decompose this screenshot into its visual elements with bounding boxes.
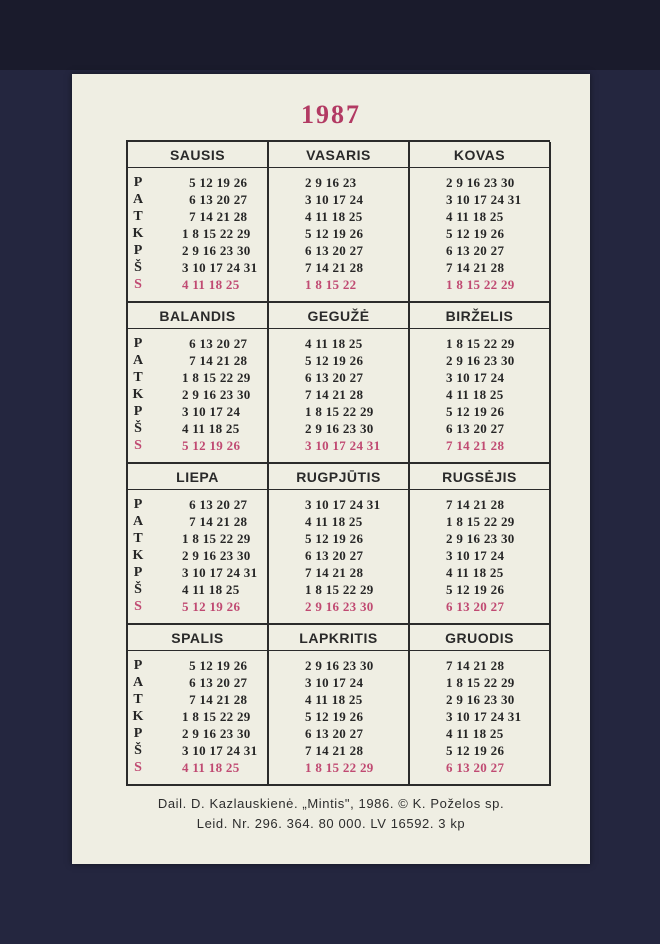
day-row: 2 9 16 23 30 [182,387,251,402]
weekday-letter: Š [134,582,142,597]
calendar-grid [126,140,550,786]
day-row: 4 11 18 25 [446,726,504,741]
day-row: 2 9 16 23 30 [182,548,251,563]
weekday-letter: P [133,497,143,512]
month-days [269,329,408,454]
day-row: 7 14 21 28 [305,260,364,275]
weekday-letter: S [134,277,142,292]
day-row: 5 12 19 26 [182,658,248,673]
sunday-row: 4 11 18 25 [182,277,240,292]
month-block [410,625,551,786]
month-name: RUGSĖJIS [410,464,549,490]
month-days [128,651,267,776]
weekday-letter: T [133,209,143,224]
day-row: 6 13 20 27 [305,243,364,258]
weekday-letter: A [132,514,144,529]
weekday-letter: P [133,565,143,580]
day-row: 6 13 20 27 [182,675,248,690]
month-days [410,329,549,454]
day-row: 6 13 20 27 [446,243,505,258]
day-row: 3 10 17 24 [182,404,241,419]
month-name: BALANDIS [128,303,267,329]
day-row: 2 9 16 23 30 [305,658,374,673]
day-row: 2 9 16 23 [305,175,357,190]
day-row: 2 9 16 23 30 [446,175,515,190]
weekday-letter: P [133,243,143,258]
month-days [269,651,408,776]
month-name: VASARIS [269,142,408,168]
day-row: 1 8 15 22 29 [182,370,251,385]
day-row: 4 11 18 25 [446,387,504,402]
day-row: 4 11 18 25 [305,692,363,707]
month-name: GEGUŽĖ [269,303,408,329]
weekday-letter: K [132,387,144,402]
month-name: KOVAS [410,142,549,168]
day-row: 2 9 16 23 30 [446,531,515,546]
day-row: 7 14 21 28 [182,692,248,707]
weekday-letters [128,335,148,454]
day-row: 7 14 21 28 [182,353,248,368]
day-row: 6 13 20 27 [446,421,505,436]
weekday-letter: K [132,709,144,724]
month-block [269,303,410,464]
day-row: 5 12 19 26 [182,175,248,190]
month-name: GRUODIS [410,625,549,651]
day-row: 5 12 19 26 [305,226,364,241]
day-row: 3 10 17 24 31 [182,743,258,758]
sunday-row: 6 13 20 27 [446,599,505,614]
month-name: SPALIS [128,625,267,651]
day-row: 2 9 16 23 30 [446,692,515,707]
day-row: 1 8 15 22 29 [182,226,251,241]
month-days [410,490,549,615]
sunday-row: 2 9 16 23 30 [305,599,374,614]
day-row: 1 8 15 22 29 [305,582,374,597]
weekday-letter: P [133,726,143,741]
calendar-card [72,74,590,864]
month-days [269,490,408,615]
weekday-letter: A [132,192,144,207]
day-row: 1 8 15 22 29 [446,336,515,351]
day-row: 5 12 19 26 [305,709,364,724]
day-row: 4 11 18 25 [305,514,363,529]
month-name: RUGPJŪTIS [269,464,408,490]
day-row: 3 10 17 24 31 [446,192,522,207]
day-row: 2 9 16 23 30 [182,243,251,258]
month-days [128,329,267,454]
day-row: 3 10 17 24 [305,192,364,207]
weekday-letter: T [133,370,143,385]
month-days [410,651,549,776]
weekday-letters [128,657,148,776]
day-row: 6 13 20 27 [182,192,248,207]
day-row: 4 11 18 25 [182,421,240,436]
day-row: 2 9 16 23 30 [182,726,251,741]
day-row: 3 10 17 24 [305,675,364,690]
day-row: 5 12 19 26 [446,226,505,241]
day-row: 3 10 17 24 31 [182,565,258,580]
day-row: 7 14 21 28 [305,387,364,402]
month-block [128,303,269,464]
month-block [128,142,269,303]
day-row: 7 14 21 28 [305,743,364,758]
day-row: 5 12 19 26 [446,582,505,597]
weekday-letter: P [133,658,143,673]
weekday-letters [128,174,148,293]
day-row: 7 14 21 28 [182,514,248,529]
day-row: 6 13 20 27 [305,548,364,563]
footer-line-1: Dail. D. Kazlauskienė. „Mintis", 1986. © K. Poželos sp. [157,796,505,811]
day-row: 3 10 17 24 31 [305,497,381,512]
month-days [128,490,267,615]
day-row: 4 11 18 25 [446,209,504,224]
day-row: 2 9 16 23 30 [305,421,374,436]
month-days [410,168,549,293]
month-name: LIEPA [128,464,267,490]
weekday-letter: S [134,438,142,453]
weekday-letters [128,496,148,615]
weekday-letter: A [132,675,144,690]
weekday-letter: P [133,336,143,351]
month-block [128,464,269,625]
day-row: 6 13 20 27 [182,336,248,351]
day-row: 7 14 21 28 [305,565,364,580]
weekday-letter: P [133,175,143,190]
day-row: 6 13 20 27 [305,370,364,385]
day-row: 7 14 21 28 [446,658,505,673]
weekday-letter: K [132,548,144,563]
sunday-row: 1 8 15 22 [305,277,357,292]
day-row: 7 14 21 28 [182,209,248,224]
day-row: 3 10 17 24 [446,548,505,563]
day-row: 3 10 17 24 31 [182,260,258,275]
day-row: 1 8 15 22 29 [446,514,515,529]
sunday-row: 5 12 19 26 [182,599,241,614]
day-row: 5 12 19 26 [305,531,364,546]
day-row: 6 13 20 27 [305,726,364,741]
month-days [128,168,267,293]
month-name: SAUSIS [128,142,267,168]
month-block [410,464,551,625]
day-row: 3 10 17 24 [446,370,505,385]
day-row: 2 9 16 23 30 [446,353,515,368]
day-row: 7 14 21 28 [446,260,505,275]
weekday-letter: P [133,404,143,419]
sunday-row: 5 12 19 26 [182,438,241,453]
sunday-row: 4 11 18 25 [182,760,240,775]
day-row: 1 8 15 22 29 [182,531,251,546]
weekday-letter: T [133,531,143,546]
day-row: 7 14 21 28 [446,497,505,512]
month-block [269,464,410,625]
day-row: 4 11 18 25 [182,582,240,597]
day-row: 4 11 18 25 [305,336,363,351]
day-row: 1 8 15 22 29 [182,709,251,724]
day-row: 4 11 18 25 [446,565,504,580]
month-days [269,168,408,293]
weekday-letter: A [132,353,144,368]
weekday-letter: Š [134,260,142,275]
day-row: 5 12 19 26 [446,404,505,419]
dark-background-strip [0,0,660,70]
day-row: 1 8 15 22 29 [446,675,515,690]
sunday-row: 7 14 21 28 [446,438,505,453]
month-block [128,625,269,786]
month-block [269,625,410,786]
day-row: 5 12 19 26 [305,353,364,368]
weekday-letter: K [132,226,144,241]
weekday-letter: S [134,760,142,775]
weekday-letter: T [133,692,143,707]
month-block [410,142,551,303]
year-title: 1987 [301,100,361,129]
day-row: 5 12 19 26 [446,743,505,758]
sunday-row: 1 8 15 22 29 [305,760,374,775]
month-block [269,142,410,303]
month-name: BIRŽELIS [410,303,549,329]
day-row: 1 8 15 22 29 [305,404,374,419]
month-name: LAPKRITIS [269,625,408,651]
sunday-row: 6 13 20 27 [446,760,505,775]
weekday-letter: Š [134,421,142,436]
day-row: 6 13 20 27 [182,497,248,512]
weekday-letter: Š [134,743,142,758]
day-row: 3 10 17 24 31 [446,709,522,724]
day-row: 4 11 18 25 [305,209,363,224]
month-block [410,303,551,464]
sunday-row: 1 8 15 22 29 [446,277,515,292]
weekday-letter: S [134,599,142,614]
sunday-row: 3 10 17 24 31 [305,438,381,453]
footer-line-2: Leid. Nr. 296. 364. 80 000. LV 16592. 3 kp [196,816,466,831]
